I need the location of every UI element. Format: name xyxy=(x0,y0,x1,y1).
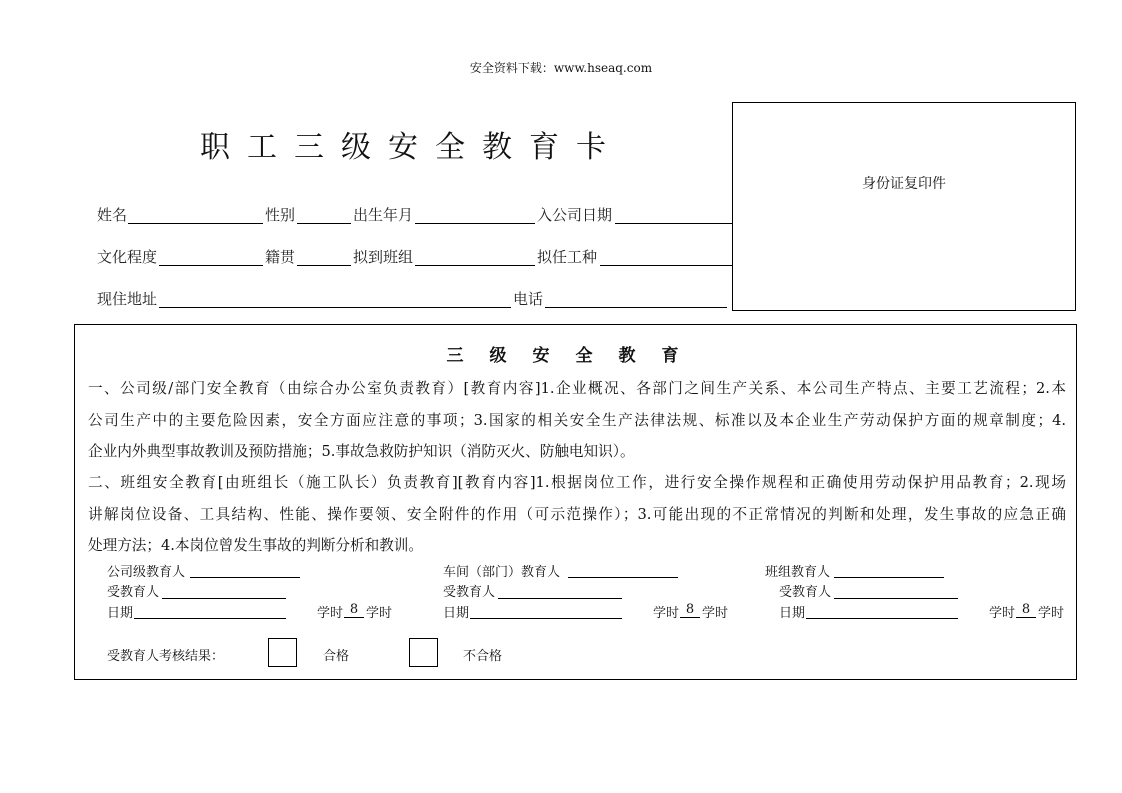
date-field[interactable] xyxy=(470,598,622,619)
team-field[interactable] xyxy=(415,245,535,266)
education-section xyxy=(74,324,1077,680)
education-label: 文化程度 xyxy=(97,248,158,266)
job-label: 拟任工种 xyxy=(537,248,598,266)
page-title: 职工三级安全教育卡 xyxy=(200,130,623,165)
trainee-field[interactable] xyxy=(498,578,622,599)
hours-label: 学时 xyxy=(702,606,729,621)
hours-label: 学时 xyxy=(366,606,393,621)
photo-label: 身份证复印件 xyxy=(862,176,946,192)
hours-label: 学时 xyxy=(989,606,1016,621)
company-educator-field[interactable] xyxy=(190,557,300,578)
hours-value[interactable]: 8 xyxy=(344,602,364,618)
para-line: 二、班组安全教育[由班组长（施工队长）负责教育][教育内容]1.根据岗位工作，进行安全操作规程和正确使用劳动保护用品教育；2.现场 xyxy=(88,474,1066,491)
date-label: 日期 xyxy=(443,606,470,621)
birth-label: 出生年月 xyxy=(353,206,414,224)
name-field[interactable] xyxy=(128,203,263,224)
origin-label: 籍贯 xyxy=(265,248,296,266)
gender-label: 性别 xyxy=(265,206,296,224)
hours-value[interactable]: 8 xyxy=(680,602,700,618)
team-label: 拟到班组 xyxy=(353,248,414,266)
para-line: 讲解岗位设备、工具结构、性能、操作要领、安全附件的作用（可示范操作）；3.可能出现的不正常情况的判断和处理，发生事故的应急正确 xyxy=(88,506,1066,523)
trainee-field[interactable] xyxy=(834,578,958,599)
pass-checkbox[interactable] xyxy=(268,638,297,667)
address-field[interactable] xyxy=(159,287,511,308)
section-title: 三级安全教育 xyxy=(446,346,705,366)
result-label: 受教育人考核结果： xyxy=(107,649,225,664)
para-line: 企业内外典型事故教训及预防措施；5.事故急救防护知识（消防灭火、防触电知识）。 xyxy=(88,443,635,460)
team-educator-field[interactable] xyxy=(834,557,944,578)
para-line: 处理方法；4.本岗位曾发生事故的判断分析和教训。 xyxy=(88,537,423,554)
fail-label: 不合格 xyxy=(463,649,503,664)
date-label: 日期 xyxy=(107,606,134,621)
id-photo-box xyxy=(732,102,1076,311)
hours-label: 学时 xyxy=(653,606,680,621)
phone-label: 电话 xyxy=(513,290,544,308)
trainee-label: 受教育人 xyxy=(779,585,832,600)
trainee-field[interactable] xyxy=(162,578,286,599)
job-field[interactable] xyxy=(600,245,732,266)
page-header: 安全资料下载：www.hseaq.com xyxy=(469,61,653,75)
date-field[interactable] xyxy=(134,598,286,619)
education-field[interactable] xyxy=(159,245,263,266)
pass-label: 合格 xyxy=(323,649,350,664)
date-label: 日期 xyxy=(779,606,806,621)
origin-field[interactable] xyxy=(297,245,351,266)
team-educator-label: 班组教育人 xyxy=(765,565,831,580)
hours-value[interactable]: 8 xyxy=(1016,602,1036,618)
hours-label: 学时 xyxy=(317,606,344,621)
para-line: 公司生产中的主要危险因素，安全方面应注意的事项；3.国家的相关安全生产法律法规、标准以及本企业生产劳动保护方面的规章制度；4. xyxy=(88,412,1066,429)
date-field[interactable] xyxy=(806,598,958,619)
para-line: 一、公司级/部门安全教育（由综合办公室负责教育）[教育内容]1.企业概况、各部门之间生产关系、本公司生产特点、主要工艺流程；2.本 xyxy=(88,380,1066,397)
gender-field[interactable] xyxy=(297,203,351,224)
phone-field[interactable] xyxy=(545,287,727,308)
dept-educator-label: 车间（部门）教育人 xyxy=(443,565,561,580)
name-label: 姓名 xyxy=(97,206,128,224)
birth-field[interactable] xyxy=(415,203,535,224)
company-educator-label: 公司级教育人 xyxy=(107,565,186,580)
dept-educator-field[interactable] xyxy=(568,557,678,578)
address-label: 现住地址 xyxy=(97,290,158,308)
join-date-label: 入公司日期 xyxy=(537,206,613,224)
fail-checkbox[interactable] xyxy=(409,638,438,667)
trainee-label: 受教育人 xyxy=(107,585,160,600)
trainee-label: 受教育人 xyxy=(443,585,496,600)
hours-label: 学时 xyxy=(1038,606,1065,621)
join-date-field[interactable] xyxy=(615,203,732,224)
